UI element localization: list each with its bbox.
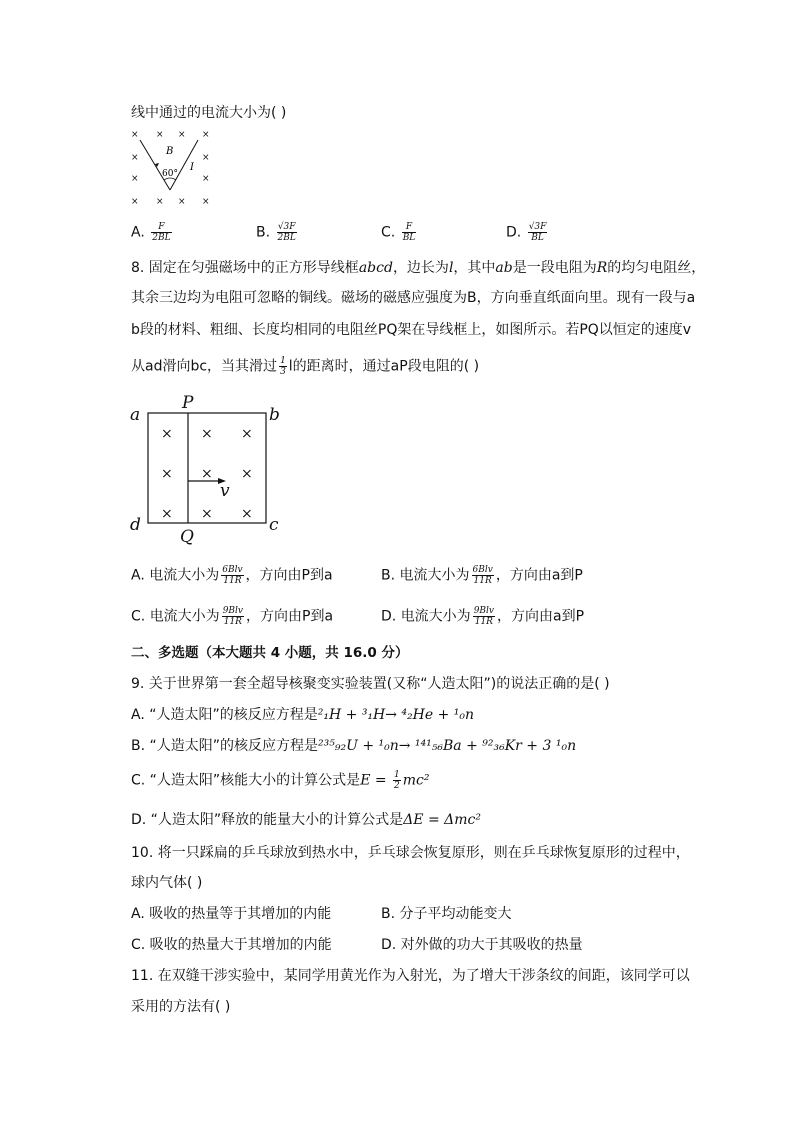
section-title: 二、多选题（本大题共 4 小题，共 16.0 分） xyxy=(131,645,409,661)
option-letter: D. xyxy=(506,224,522,241)
option-letter: C. xyxy=(381,224,396,241)
field-cross: × xyxy=(201,466,213,482)
field-cross: × xyxy=(241,506,253,522)
point-q: Q xyxy=(180,527,194,547)
option-letter: A. xyxy=(131,224,145,241)
field-cross: × xyxy=(131,174,139,184)
corner-c: c xyxy=(269,515,279,535)
q10-option-d[interactable]: D. 对外做的功大于其吸收的热量 xyxy=(381,937,583,953)
field-cross: × xyxy=(156,197,164,207)
fraction: $\frac{√3F}{2BL}$ xyxy=(277,222,296,243)
q11-stem-line-1: 11. 在双缝干涉实验中，某同学用黄光作为入射光，为了增大干涉条纹的间距，该同学可以 xyxy=(131,968,690,984)
q8-stem-line-4: 从ad滑向bc，当其滑过 $\frac{1}{3}$ l的距离时，通过aP段电阻的( ) xyxy=(131,356,480,377)
q8-option-d[interactable]: D. 电流大小为 $\frac{\text{9Blv}}{11R}$ ，方向由a到P xyxy=(381,606,585,627)
q9-option-a[interactable]: A. “人造太阳”的核反应方程是²₁H + ³₁H→ ⁴₂He + ¹₀n xyxy=(131,707,475,723)
q7-option-a[interactable] xyxy=(131,222,174,243)
corner-b: b xyxy=(269,405,280,425)
q9-option-d[interactable]: D. “人造太阳”释放的能量大小的计算公式是ΔE = Δmc² xyxy=(131,812,481,828)
q10-stem-line-1: 10. 将一只踩扁的乒乓球放到热水中，乒乓球会恢复原形，则在乒乓球恢复原形的过程中， xyxy=(131,845,690,861)
field-cross: × xyxy=(241,426,253,442)
q8-stem-line-3: b段的材料、粗细、长度均相同的电阻丝PQ架在导线框上，如图所示。若PQ以恒定的速度v xyxy=(131,322,692,338)
option-letter: B. xyxy=(256,224,271,241)
q7-figure xyxy=(126,126,216,208)
field-cross: × xyxy=(161,426,173,442)
field-cross: × xyxy=(202,153,210,163)
q8-option-c[interactable]: C. 电流大小为 $\frac{\text{9Blv}}{11R}$ ，方向由P到a xyxy=(131,606,334,627)
q8-figure xyxy=(126,392,286,547)
current-i-label: I xyxy=(190,162,194,173)
fraction: $\frac{√3F}{BL}$ xyxy=(528,222,547,243)
field-cross: × xyxy=(201,506,213,522)
q11-stem-line-2: 采用的方法有( ) xyxy=(131,999,231,1015)
q7-stem-tail: 线中通过的电流大小为( ) xyxy=(131,105,287,121)
q7-option-b[interactable] xyxy=(256,222,299,243)
field-cross: × xyxy=(131,130,139,140)
field-cross: × xyxy=(202,197,210,207)
point-p: P xyxy=(182,393,194,413)
q10-option-c[interactable]: C. 吸收的热量大于其增加的内能 xyxy=(131,937,332,953)
field-cross: × xyxy=(202,130,210,140)
q8-stem-line-1: 8. 固定在匀强磁场中的正方形导线框abcd，边长为l，其中ab是一段电阻为R的均匀电阻丝， xyxy=(131,260,706,276)
velocity-v: v xyxy=(220,481,230,501)
corner-d: d xyxy=(130,515,141,535)
field-cross: × xyxy=(156,130,164,140)
field-cross: × xyxy=(161,466,173,482)
field-cross: × xyxy=(178,130,186,140)
q10-option-a[interactable]: A. 吸收的热量等于其增加的内能 xyxy=(131,906,332,922)
q10-option-b[interactable]: B. 分子平均动能变大 xyxy=(381,906,512,922)
q7-option-d[interactable] xyxy=(506,222,549,243)
q8-option-a[interactable]: A. 电流大小为 $\frac{\text{6Blv}}{11R}$ ，方向由P到a xyxy=(131,565,333,586)
q9-stem: 9. 关于世界第一套全超导核聚变实验装置(又称“人造太阳”)的说法正确的是( ) xyxy=(131,676,610,692)
q8-stem-line-2: 其余三边均为电阻可忽略的铜线。磁场的磁感应强度为B，方向垂直纸面向里。现有一段与a xyxy=(131,290,696,306)
fraction: $\frac{F}{BL}$ xyxy=(402,222,416,243)
q7-option-c[interactable] xyxy=(381,222,418,243)
field-cross: × xyxy=(202,174,210,184)
field-cross: × xyxy=(201,426,213,442)
q9-option-b[interactable]: B. “人造太阳”的核反应方程是²³⁵₉₂U + ¹₀n→ ¹⁴¹₅₆Ba + ⁹²₃₆Kr + 3 ¹₀n xyxy=(131,738,577,754)
field-cross: × xyxy=(241,466,253,482)
corner-a: a xyxy=(130,405,141,425)
fraction: $\frac{F}{2BL}$ xyxy=(152,222,171,243)
field-cross: × xyxy=(178,197,186,207)
field-b-label: B xyxy=(166,146,174,157)
field-cross: × xyxy=(161,506,173,522)
angle-label: 60° xyxy=(162,169,178,179)
field-cross: × xyxy=(131,153,139,163)
field-cross: × xyxy=(131,197,139,207)
q10-stem-line-2: 球内气体( ) xyxy=(131,875,203,891)
q8-option-b[interactable]: B. 电流大小为 $\frac{\text{6Blv}}{11R}$ ，方向由a到P xyxy=(381,565,583,586)
q9-option-c[interactable]: C. “人造太阳”核能大小的计算公式是E = $\frac{1}{2}$ mc² xyxy=(131,770,430,791)
